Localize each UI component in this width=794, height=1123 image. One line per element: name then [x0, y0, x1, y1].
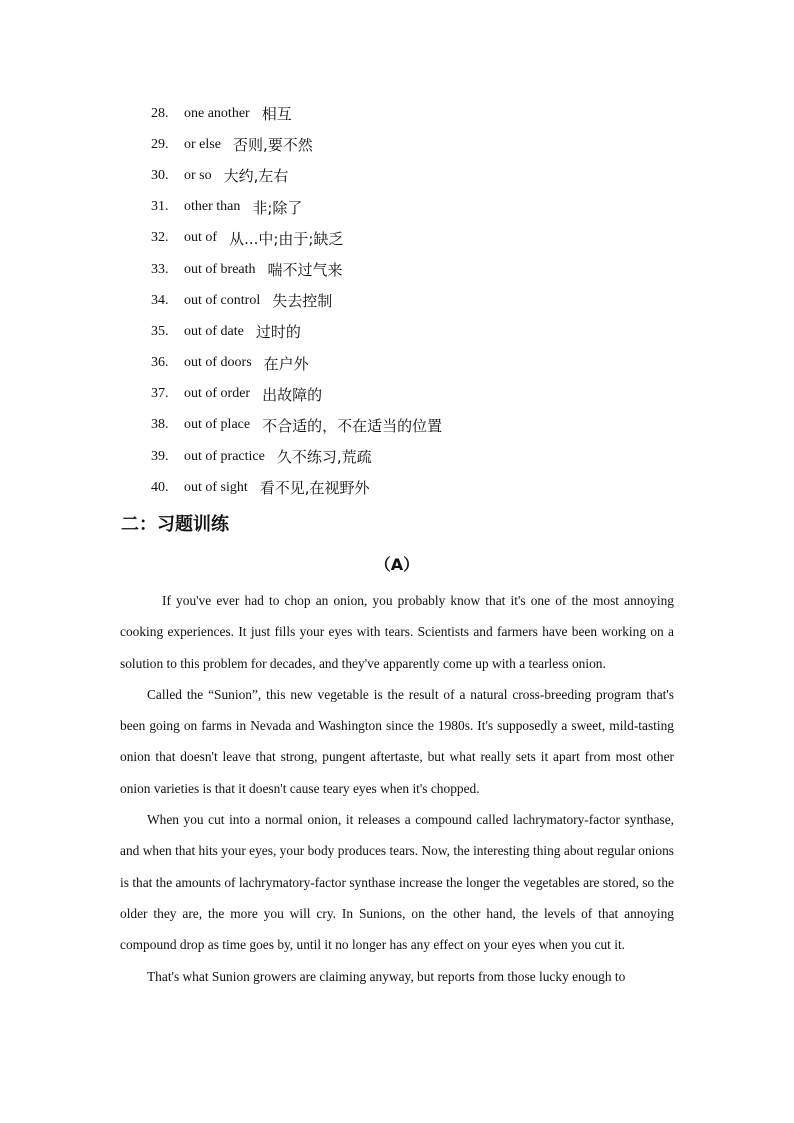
phrase-item: [151, 316, 711, 347]
phrase-chinese: 喘不过气来: [267, 261, 343, 280]
phrase-number: 32.: [151, 230, 169, 246]
phrase-chinese: 大约,左右: [223, 167, 289, 186]
phrase-english: out of practice: [184, 448, 265, 464]
phrase-item: [151, 285, 711, 316]
phrase-english: out of control: [184, 292, 261, 308]
phrase-english: out of date: [184, 323, 244, 339]
phrase-chinese: 过时的: [255, 323, 301, 342]
phrase-number: 36.: [151, 355, 169, 371]
phrase-chinese: 看不见,在视野外: [259, 479, 370, 498]
passage-paragraph: If you've ever had to chop an onion, you probably know that it's one of the most annoying cooking experiences. It just fills your eyes with tears. Scientists and farmers have been working on a solution to this problem for decades, and they've apparently come up with a tearless onion.: [120, 593, 674, 671]
phrase-item: [151, 441, 711, 472]
phrase-english: out of doors: [184, 355, 252, 371]
phrase-item: [151, 223, 711, 254]
phrase-chinese: 从...中;由于;缺乏: [229, 229, 344, 248]
phrase-chinese: 相互: [261, 105, 292, 124]
phrase-item: [151, 192, 711, 223]
phrase-english: out of breath: [184, 261, 256, 277]
phrase-chinese: 久不练习,荒疏: [276, 448, 372, 467]
phrase-item: [151, 160, 711, 191]
phrase-item: [151, 379, 711, 410]
phrase-item: [151, 254, 711, 285]
phrase-english: other than: [184, 199, 241, 215]
phrase-chinese: 不合适的，不在适当的位置: [262, 416, 443, 435]
phrase-list: [151, 98, 711, 503]
phrase-number: 34.: [151, 292, 169, 308]
phrase-number: 31.: [151, 199, 169, 215]
phrase-english: out of sight: [184, 479, 248, 495]
phrase-english: out of: [184, 230, 218, 246]
passage-title: （A）: [374, 555, 420, 574]
passage-paragraph: Called the “Sunion”, this new vegetable is the result of a natural cross-breeding program that's been going on farms in Nevada and Washington since the 1980s. It's supposedly a sweet, mild-tasting onion that doesn't leave that strong, pungent aftertaste, but what really sets it apart from most other onion varieties is that it doesn't cause teary eyes when it's chopped.: [120, 686, 674, 796]
phrase-english: or else: [184, 136, 221, 152]
phrase-english: out of place: [184, 417, 251, 433]
phrase-english: or so: [184, 167, 212, 183]
phrase-english: one another: [184, 105, 250, 121]
phrase-item: [151, 472, 711, 503]
phrase-item: [151, 129, 711, 160]
phrase-number: 37.: [151, 386, 169, 402]
phrase-number: 30.: [151, 167, 169, 183]
phrase-chinese: 失去控制: [272, 292, 333, 311]
section-heading: 二：习题训练: [121, 514, 229, 535]
reading-passage: [120, 585, 674, 992]
phrase-number: 35.: [151, 323, 169, 339]
phrase-number: 38.: [151, 417, 169, 433]
passage-paragraph: That's what Sunion growers are claiming anyway, but reports from those lucky enough to: [147, 968, 626, 984]
phrase-number: 39.: [151, 448, 169, 464]
phrase-number: 28.: [151, 105, 169, 121]
phrase-chinese: 在户外: [263, 354, 309, 373]
phrase-item: [151, 348, 711, 379]
phrase-item: [151, 410, 711, 441]
phrase-chinese: 非;除了: [252, 198, 303, 217]
phrase-number: 33.: [151, 261, 169, 277]
phrase-number: 40.: [151, 479, 169, 495]
phrase-item: [151, 98, 711, 129]
phrase-chinese: 出故障的: [262, 385, 323, 404]
phrase-english: out of order: [184, 386, 251, 402]
phrase-number: 29.: [151, 136, 169, 152]
phrase-chinese: 否则,要不然: [232, 136, 313, 155]
passage-paragraph: When you cut into a normal onion, it releases a compound called lachrymatory-factor synthase, and when that hits your eyes, your body produces tears. Now, the interesting thing about regular onions is that the amounts of lachrymatory-factor synthase increase the longer the vegetables are stored, so the older they are, the more you will cry. In Sunions, on the other hand, the levels of that annoying compound drop as time goes by, until it no longer has any effect on your eyes when you cut it.: [120, 812, 674, 953]
